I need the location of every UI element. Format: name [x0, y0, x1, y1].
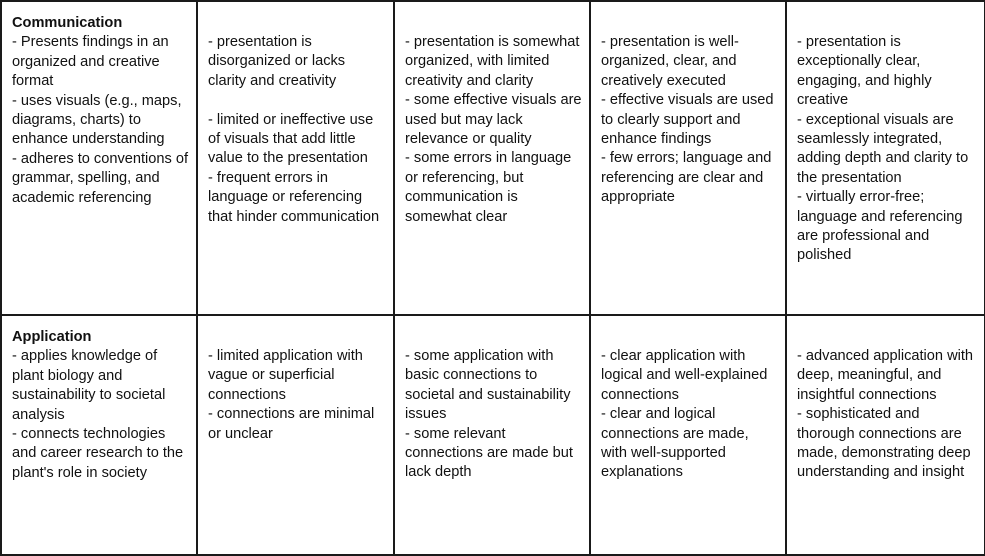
level-cell: - limited application with vague or superficial connections - connections are minimal or unclear	[197, 315, 394, 555]
criterion-description: - Presents findings in an organized and creative format - uses visuals (e.g., maps, diagrams, charts) to enhance understanding - adheres to conventions of grammar, spelling, and academic referencing	[12, 34, 189, 206]
criterion-title: Application	[12, 329, 92, 345]
level-cell: - presentation is disorganized or lacks clarity and creativity - limited or ineffective use of visuals that add little value to the presentation - frequent errors in language or referencing that hinder communication	[197, 1, 394, 315]
criterion-title: Communication	[12, 15, 123, 31]
table-row	[1, 315, 985, 555]
level-cell: - advanced application with deep, meaningful, and insightful connections - sophisticated and thorough connections are made, demonstrating deep understanding and insight	[786, 315, 985, 555]
criterion-cell	[1, 1, 197, 315]
criterion-description: - applies knowledge of plant biology and sustainability to societal analysis - connects technologies and career research to the plant's role in society	[12, 348, 184, 481]
level-cell: - presentation is well-organized, clear, and creatively executed - effective visuals are used to clearly support and enhance findings - few errors; language and referencing are clear and appropriate	[590, 1, 786, 315]
level-cell: - presentation is somewhat organized, with limited creativity and clarity - some effective visuals are used but may lack relevance or quality - some errors in language or referencing, but communication is somewhat clear	[394, 1, 590, 315]
level-cell: - presentation is exceptionally clear, engaging, and highly creative - exceptional visuals are seamlessly integrated, adding depth and clarity to the presentation - virtually error-free; language and referencing are professional and polished	[786, 1, 985, 315]
level-cell: - some application with basic connections to societal and sustainability issues - some relevant connections are made but lack depth	[394, 315, 590, 555]
level-cell: - clear application with logical and well-explained connections - clear and logical connections are made, with well-supported explanations	[590, 315, 786, 555]
table-row	[1, 1, 985, 315]
criterion-cell	[1, 315, 197, 555]
